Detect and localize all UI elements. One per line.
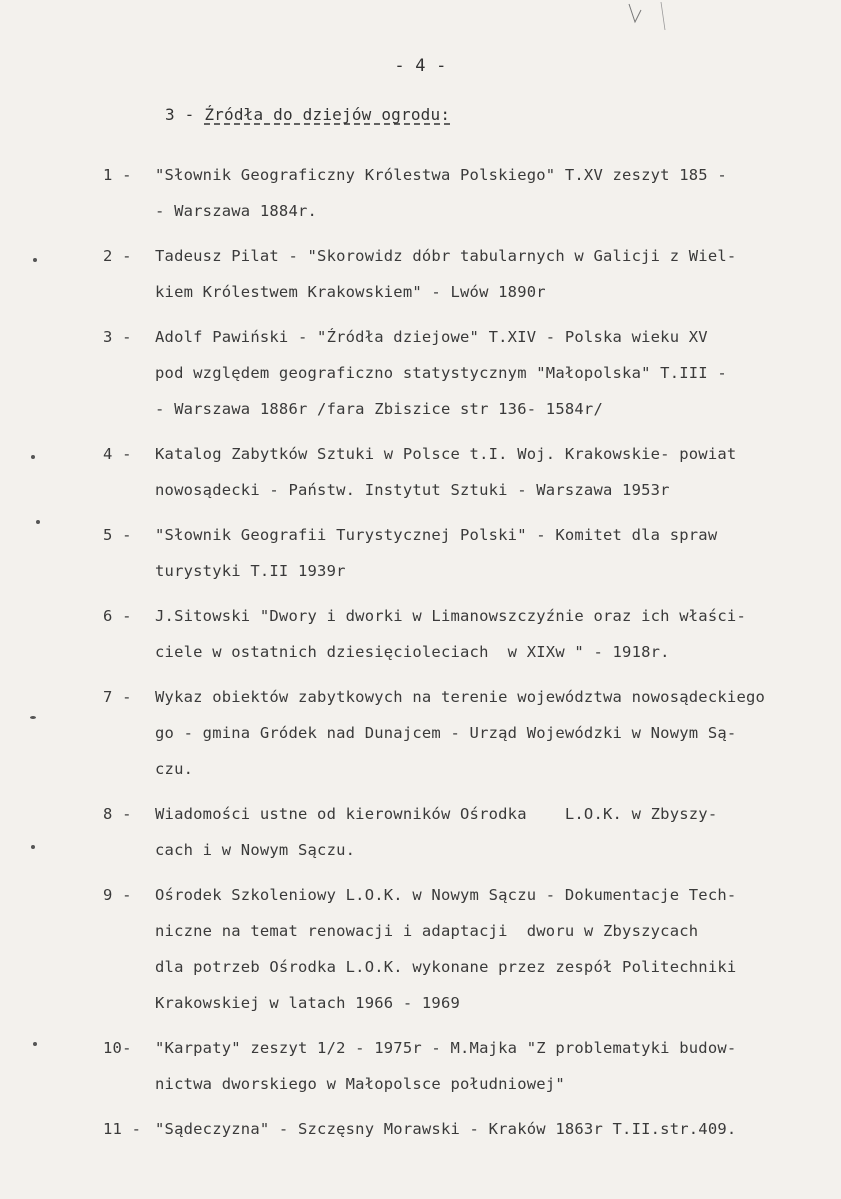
entry-line: nowosądecki - Państw. Instytut Sztuki - Warszawa 1953r (155, 481, 670, 499)
margin-dot (33, 258, 37, 262)
list-item (0, 1030, 841, 1102)
list-item (0, 796, 841, 868)
entry-line: turystyki T.II 1939r (155, 562, 346, 580)
margin-dot (31, 455, 35, 459)
list-item (0, 517, 841, 589)
entry-line: Katalog Zabytków Sztuki w Polsce t.I. Woj. Krakowskie- powiat (155, 445, 737, 463)
bibliography-list (0, 157, 841, 1156)
section-number: 3 - (165, 105, 195, 124)
list-item (0, 598, 841, 670)
entry-line: dla potrzeb Ośrodka L.O.K. wykonane przez zespół Politechniki (155, 958, 737, 976)
entry-line: niczne na temat renowacji i adaptacji dworu w Zbyszycach (155, 922, 699, 940)
list-item (0, 679, 841, 787)
entry-line: Wiadomości ustne od kierowników Ośrodka L.O.K. w Zbyszy- (155, 805, 718, 823)
entry-line: cach i w Nowym Sączu. (155, 841, 356, 859)
entry-line: "Sądeczyzna" - Szczęsny Morawski - Kraków 1863r T.II.str.409. (155, 1120, 737, 1138)
entry-line: Krakowskiej w latach 1966 - 1969 (155, 994, 461, 1012)
entry-line: czu. (155, 760, 194, 778)
margin-dot (30, 716, 36, 719)
entry-number: 5 - (103, 526, 132, 544)
list-item (0, 436, 841, 508)
entry-number: 6 - (103, 607, 132, 625)
margin-dot (36, 520, 40, 524)
pencil-mark-icon (621, 0, 681, 40)
entry-number: 9 - (103, 886, 132, 904)
list-item (0, 319, 841, 427)
entry-line: ciele w ostatnich dziesięcioleciach w XIXw " - 1918r. (155, 643, 670, 661)
list-item (0, 157, 841, 229)
entry-line: Ośrodek Szkoleniowy L.O.K. w Nowym Sączu - Dokumentacje Tech- (155, 886, 737, 904)
entry-number: 11 - (103, 1120, 142, 1138)
entry-line: go - gmina Gródek nad Dunajcem - Urząd Wojewódzki w Nowym Są- (155, 724, 737, 742)
entry-line: "Słownik Geograficzny Królestwa Polskiego" T.XV zeszyt 185 - (155, 166, 727, 184)
entry-line: - Warszawa 1886r /fara Zbiszice str 136- 1584r/ (155, 400, 603, 418)
entry-line: "Karpaty" zeszyt 1/2 - 1975r - M.Majka "Z problematyki budow- (155, 1039, 737, 1057)
entry-line: "Słownik Geografii Turystycznej Polski" - Komitet dla spraw (155, 526, 718, 544)
margin-dot (31, 845, 35, 849)
entry-line: Tadeusz Pilat - "Skorowidz dóbr tabularnych w Galicji z Wiel- (155, 247, 737, 265)
entry-line: nictwa dworskiego w Małopolsce południowej" (155, 1075, 565, 1093)
page-number: - 4 - (394, 56, 447, 76)
list-item (0, 1111, 841, 1147)
entry-number: 8 - (103, 805, 132, 823)
entry-number: 1 - (103, 166, 132, 184)
list-item (0, 238, 841, 310)
entry-line: J.Sitowski "Dwory i dworki w Limanowszczyźnie oraz ich właści- (155, 607, 746, 625)
entry-number: 2 - (103, 247, 132, 265)
entry-line: pod względem geograficzno statystycznym "Małopolska" T.III - (155, 364, 727, 382)
entry-line: - Warszawa 1884r. (155, 202, 318, 220)
entry-line: kiem Królestwem Krakowskiem" - Lwów 1890r (155, 283, 546, 301)
entry-number: 3 - (103, 328, 132, 346)
margin-dot (33, 1042, 37, 1046)
entry-line: Adolf Pawiński - "Źródła dziejowe" T.XIV - Polska wieku XV (155, 328, 708, 346)
list-item (0, 877, 841, 1021)
entry-number: 7 - (103, 688, 132, 706)
entry-number: 10- (103, 1039, 132, 1057)
section-heading (165, 105, 450, 124)
section-title: Źródła do dziejów ogrodu: (204, 105, 451, 124)
entry-number: 4 - (103, 445, 132, 463)
entry-line: Wykaz obiektów zabytkowych na terenie województwa nowosądeckiego (155, 688, 766, 706)
